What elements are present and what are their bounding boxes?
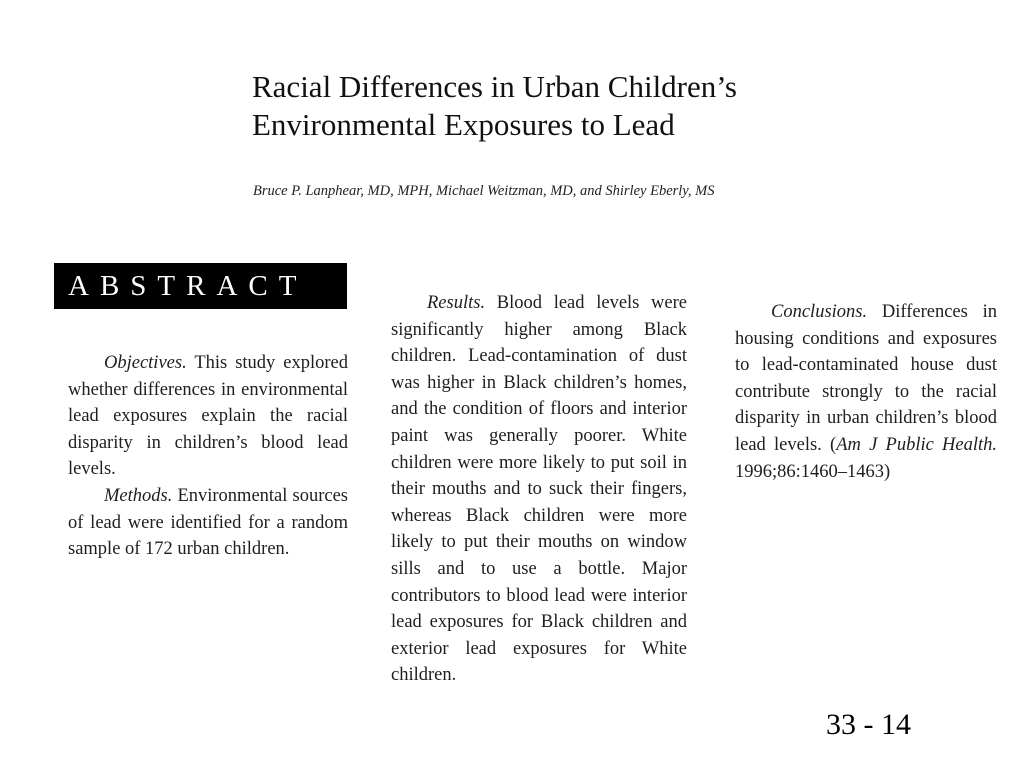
slide-number: 33 - 14: [826, 708, 911, 741]
paper-title-line-1: Racial Differences in Urban Children’s: [252, 69, 737, 104]
author-list: Bruce P. Lanphear, MD, MPH, Michael Weitzman, MD, and Shirley Eberly, MS: [253, 183, 715, 199]
methods-label: Methods.: [104, 485, 173, 506]
citation-open: (: [830, 434, 837, 455]
abstract-heading: ABSTRACT: [54, 263, 347, 309]
citation-journal: Am J Public Health.: [836, 434, 997, 455]
methods-text: Environmental sources of lead were identified for a random sample of 172 urban children.: [68, 485, 348, 560]
results-paragraph: [391, 290, 687, 689]
conclusions-label: Conclusions.: [771, 302, 868, 322]
objectives-paragraph: [68, 350, 348, 483]
conclusions-text: Differences in housing conditions and exposures to lead-contaminated house dust contribute strongly to the racial disparity in urban children’s blood lead levels.: [735, 302, 997, 455]
results-text: Blood lead levels were significantly higher among Black children. Lead-contamination of dust was higher in Black children’s homes, and the condition of floors and interior paint was generally poorer. White children were more likely to put soil in their mouths and to suck their fingers, whereas Black children were more likely to put their mouths on window sills and to use a bottle. Major contributors to blood lead were interior lead exposures for Black children and exterior lead exposures for White children.: [391, 293, 688, 686]
objectives-label: Objectives.: [104, 353, 187, 373]
abstract-column-2: [391, 290, 687, 689]
methods-paragraph: [68, 483, 348, 563]
paper-title-line-2: Environmental Exposures to Lead: [252, 107, 675, 142]
conclusions-paragraph: [735, 299, 997, 485]
citation-details: 1996;86:1460–1463): [735, 461, 891, 482]
paper-title: [252, 68, 892, 144]
results-label: Results.: [427, 293, 486, 313]
objectives-text: This study explored whether differences in environmental lead exposures explain the racial disparity in children’s blood lead levels.: [68, 353, 348, 480]
abstract-column-1: [68, 350, 348, 563]
abstract-column-3: [735, 299, 997, 485]
